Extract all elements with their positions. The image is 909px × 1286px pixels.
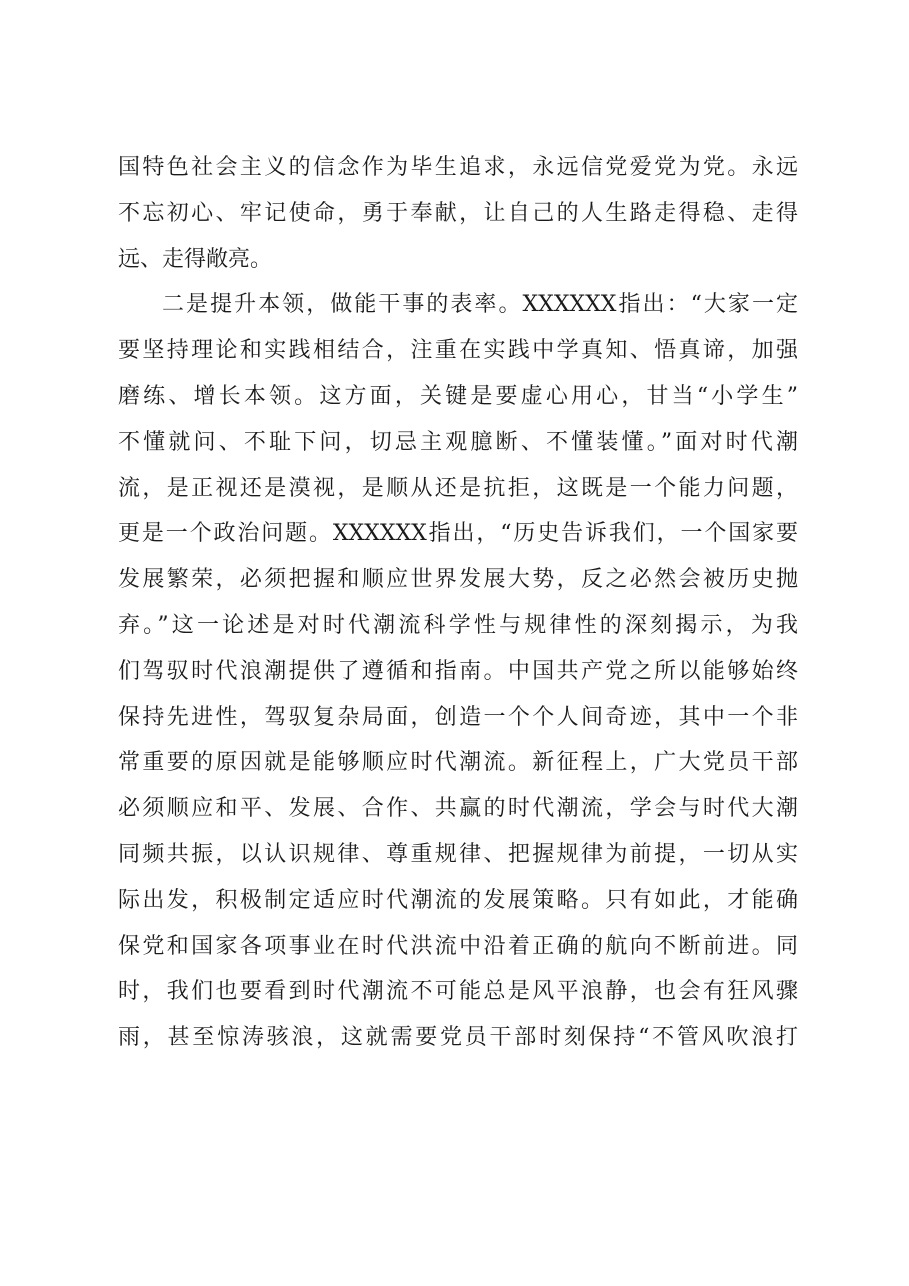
text-line: 不懂就问、不耻下问，切忌主观臆断、不懂装懂。”面对时代潮 [118, 430, 798, 455]
text-line: 不忘初心、牢记使命，勇于奉献，让自己的人生路走得稳、走得 [118, 201, 798, 226]
text-line: 必须顺应和平、发展、合作、共赢的时代潮流，学会与时代大潮 [118, 796, 798, 821]
text-line: 弃。”这一论述是对时代潮流科学性与规律性的深刻揭示，为我 [118, 613, 798, 638]
text-line: 同频共振，以认识规律、尊重规律、把握规律为前提，一切从实 [118, 842, 798, 867]
text-line: 常重要的原因就是能够顺应时代潮流。新征程上，广大党员干部 [118, 750, 798, 775]
text-line: 更是一个政治问题。XXXXXX指出，“历史告诉我们，一个国家要 [118, 521, 798, 546]
text-line: 流，是正视还是漠视，是顺从还是抗拒，这既是一个能力问题， [118, 476, 798, 501]
text-line: 们驾驭时代浪潮提供了遵循和指南。中国共产党之所以能够始终 [118, 659, 798, 684]
text-line: 际出发，积极制定适应时代潮流的发展策略。只有如此，才能确 [118, 888, 798, 913]
text-line: 发展繁荣，必须把握和顺应世界发展大势，反之必然会被历史抛 [118, 567, 798, 592]
paragraph-first-line: 二是提升本领，做能干事的表率。XXXXXX指出：“大家一定 [162, 292, 798, 317]
text-line: 保持先进性，驾驭复杂局面，创造一个个人间奇迹，其中一个非 [118, 705, 798, 730]
text-line: 远、走得敞亮。 [118, 247, 273, 272]
text-line: 时，我们也要看到时代潮流不可能总是风平浪静，也会有狂风骤 [118, 979, 798, 1004]
text-line: 要坚持理论和实践相结合，注重在实践中学真知、悟真谛，加强 [118, 338, 798, 363]
text-line: 国特色社会主义的信念作为毕生追求，永远信党爱党为党。永远 [118, 155, 798, 180]
text-line: 雨，甚至惊涛骇浪，这就需要党员干部时刻保持“不管风吹浪打 [118, 1025, 798, 1050]
text-line: 保党和国家各项事业在时代洪流中沿着正确的航向不断前进。同 [118, 934, 798, 959]
text-line: 磨练、增长本领。这方面，关键是要虚心用心，甘当“小学生” [118, 384, 798, 409]
